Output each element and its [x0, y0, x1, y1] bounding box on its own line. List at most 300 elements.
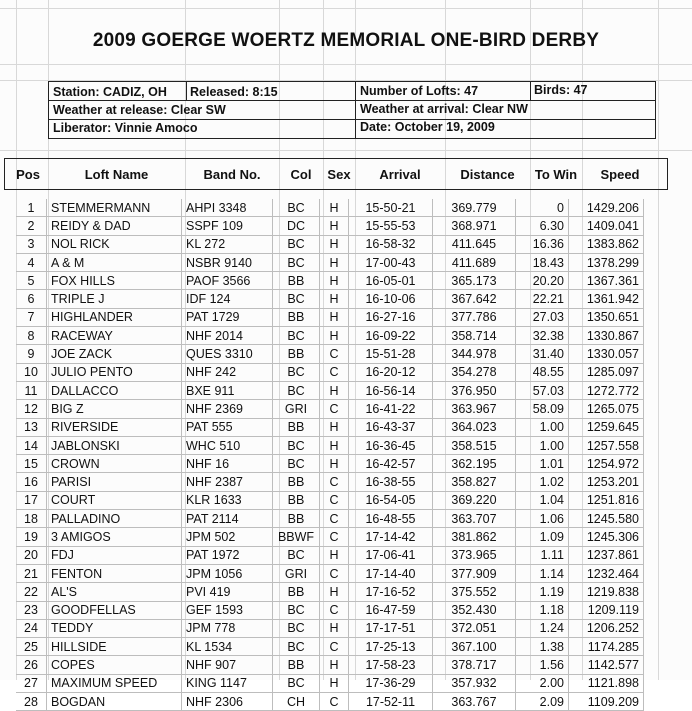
arrival-cell: 16-09-22: [349, 327, 433, 345]
table-row: [16, 693, 644, 711]
to-win-cell: 20.20: [516, 272, 569, 290]
grid-line: [658, 0, 659, 680]
loft-name-cell: 3 AMIGOS: [47, 528, 182, 546]
arrival-cell: 17-00-43: [349, 253, 433, 271]
speed-cell: 1378.299: [569, 253, 644, 271]
loft-name-cell: FENTON: [47, 564, 182, 582]
pos-cell: 8: [16, 327, 47, 345]
loft-name-cell: FOX HILLS: [47, 272, 182, 290]
loft-name-cell: JABLONSKI: [47, 436, 182, 454]
pos-cell: 20: [16, 546, 47, 564]
col-cell: BC: [273, 253, 320, 271]
table-row: [16, 381, 644, 399]
col-cell: BB: [273, 345, 320, 363]
loft-name-cell: PARISI: [47, 473, 182, 491]
pos-cell: 12: [16, 400, 47, 418]
arrival-cell: 15-55-53: [349, 217, 433, 235]
to-win-cell: 1.18: [516, 601, 569, 619]
loft-name-cell: HIGHLANDER: [47, 308, 182, 326]
table-row: [16, 400, 644, 418]
distance-cell: 369.220: [433, 491, 516, 509]
loft-name-cell: TRIPLE J: [47, 290, 182, 308]
col-cell: CH: [273, 693, 320, 711]
to-win-cell: 1.00: [516, 418, 569, 436]
grid-line: [0, 150, 692, 151]
sex-cell: H: [320, 619, 349, 637]
col-cell: BC: [273, 601, 320, 619]
to-win-cell: 2.00: [516, 674, 569, 692]
sex-cell: H: [320, 583, 349, 601]
lofts-label: Number of Lofts: 47: [360, 84, 479, 98]
col-cell: BC: [273, 327, 320, 345]
arrival-cell: 16-43-37: [349, 418, 433, 436]
distance-cell: 381.862: [433, 528, 516, 546]
arrival-cell: 17-06-41: [349, 546, 433, 564]
band-no-cell: PVI 419: [182, 583, 273, 601]
loft-name-cell: RIVERSIDE: [47, 418, 182, 436]
col-cell: BB: [273, 656, 320, 674]
col-cell: BB: [273, 418, 320, 436]
arrival-cell: 17-17-51: [349, 619, 433, 637]
sex-cell: C: [320, 491, 349, 509]
pos-cell: 1: [16, 199, 47, 217]
col-cell: BB: [273, 272, 320, 290]
loft-name-cell: STEMMERMANN: [47, 199, 182, 217]
distance-cell: 375.552: [433, 583, 516, 601]
speed-cell: 1257.558: [569, 436, 644, 454]
pos-cell: 24: [16, 619, 47, 637]
sex-cell: C: [320, 601, 349, 619]
table-row: [16, 436, 644, 454]
distance-cell: 377.786: [433, 308, 516, 326]
pos-cell: 10: [16, 363, 47, 381]
arrival-cell: 17-14-40: [349, 564, 433, 582]
divider: [355, 81, 356, 139]
distance-cell: 369.779: [433, 199, 516, 217]
header-loft-name: Loft Name: [84, 167, 149, 182]
grid-line: [0, 64, 692, 65]
arrival-cell: 17-52-11: [349, 693, 433, 711]
speed-cell: 1142.577: [569, 656, 644, 674]
loft-name-cell: DALLACCO: [47, 381, 182, 399]
arrival-cell: 16-41-22: [349, 400, 433, 418]
pos-cell: 13: [16, 418, 47, 436]
header-pos: Pos: [16, 167, 40, 182]
sex-cell: H: [320, 656, 349, 674]
pos-cell: 17: [16, 491, 47, 509]
to-win-cell: 22.21: [516, 290, 569, 308]
sex-cell: H: [320, 674, 349, 692]
table-row: [16, 235, 644, 253]
divider: [48, 119, 656, 120]
distance-cell: 373.965: [433, 546, 516, 564]
speed-cell: 1383.862: [569, 235, 644, 253]
to-win-cell: 2.09: [516, 693, 569, 711]
band-no-cell: NSBR 9140: [182, 253, 273, 271]
distance-cell: 364.023: [433, 418, 516, 436]
col-cell: BC: [273, 546, 320, 564]
pos-cell: 3: [16, 235, 47, 253]
divider: [186, 81, 187, 100]
band-no-cell: NHF 2014: [182, 327, 273, 345]
table-row: [16, 656, 644, 674]
to-win-cell: 1.19: [516, 583, 569, 601]
table-row: [16, 327, 644, 345]
header-speed: Speed: [600, 167, 640, 182]
speed-cell: 1265.075: [569, 400, 644, 418]
pos-cell: 28: [16, 693, 47, 711]
col-cell: BC: [273, 381, 320, 399]
speed-cell: 1245.580: [569, 510, 644, 528]
table-row: [16, 601, 644, 619]
weather-release-label: Weather at release: Clear SW: [53, 103, 226, 117]
to-win-cell: 1.38: [516, 638, 569, 656]
col-cell: BC: [273, 619, 320, 637]
sex-cell: C: [320, 510, 349, 528]
band-no-cell: PAT 2114: [182, 510, 273, 528]
header-to-win: To Win: [534, 167, 578, 182]
pos-cell: 2: [16, 217, 47, 235]
loft-name-cell: HILLSIDE: [47, 638, 182, 656]
pos-cell: 26: [16, 656, 47, 674]
speed-cell: 1259.645: [569, 418, 644, 436]
table-row: [16, 418, 644, 436]
distance-cell: 363.967: [433, 400, 516, 418]
table-row: [16, 308, 644, 326]
band-no-cell: NHF 242: [182, 363, 273, 381]
arrival-cell: 17-58-23: [349, 656, 433, 674]
sex-cell: H: [320, 199, 349, 217]
arrival-cell: 16-05-01: [349, 272, 433, 290]
col-cell: BB: [273, 308, 320, 326]
loft-name-cell: TEDDY: [47, 619, 182, 637]
pos-cell: 15: [16, 455, 47, 473]
to-win-cell: 1.14: [516, 564, 569, 582]
divider: [48, 100, 656, 101]
sex-cell: H: [320, 290, 349, 308]
band-no-cell: JPM 778: [182, 619, 273, 637]
speed-cell: 1253.201: [569, 473, 644, 491]
table-row: [16, 546, 644, 564]
to-win-cell: 1.01: [516, 455, 569, 473]
distance-cell: 362.195: [433, 455, 516, 473]
speed-cell: 1350.651: [569, 308, 644, 326]
pos-cell: 9: [16, 345, 47, 363]
distance-cell: 358.827: [433, 473, 516, 491]
pos-cell: 19: [16, 528, 47, 546]
sex-cell: H: [320, 253, 349, 271]
distance-cell: 367.100: [433, 638, 516, 656]
arrival-cell: 16-38-55: [349, 473, 433, 491]
arrival-cell: 16-36-45: [349, 436, 433, 454]
band-no-cell: JPM 1056: [182, 564, 273, 582]
to-win-cell: 58.09: [516, 400, 569, 418]
pos-cell: 27: [16, 674, 47, 692]
header-sex: Sex: [327, 167, 351, 182]
arrival-cell: 16-58-32: [349, 235, 433, 253]
arrival-cell: 15-51-28: [349, 345, 433, 363]
table-row: [16, 272, 644, 290]
distance-cell: 363.707: [433, 510, 516, 528]
col-cell: BC: [273, 363, 320, 381]
birds-label: Birds: 47: [534, 83, 588, 97]
distance-cell: 358.714: [433, 327, 516, 345]
to-win-cell: 31.40: [516, 345, 569, 363]
pos-cell: 18: [16, 510, 47, 528]
date-label: Date: October 19, 2009: [360, 120, 495, 134]
distance-cell: 376.950: [433, 381, 516, 399]
to-win-cell: 18.43: [516, 253, 569, 271]
to-win-cell: 48.55: [516, 363, 569, 381]
loft-name-cell: PALLADINO: [47, 510, 182, 528]
speed-cell: 1245.306: [569, 528, 644, 546]
distance-cell: 378.717: [433, 656, 516, 674]
table-row: [16, 473, 644, 491]
col-cell: BBWF: [273, 528, 320, 546]
loft-name-cell: COPES: [47, 656, 182, 674]
table-row: [16, 455, 644, 473]
distance-cell: 372.051: [433, 619, 516, 637]
loft-name-cell: GOODFELLAS: [47, 601, 182, 619]
to-win-cell: 1.04: [516, 491, 569, 509]
speed-cell: 1429.206: [569, 199, 644, 217]
col-cell: BC: [273, 638, 320, 656]
to-win-cell: 16.36: [516, 235, 569, 253]
sex-cell: C: [320, 363, 349, 381]
speed-cell: 1109.209: [569, 693, 644, 711]
speed-cell: 1232.464: [569, 564, 644, 582]
loft-name-cell: BOGDAN: [47, 693, 182, 711]
distance-cell: 411.645: [433, 235, 516, 253]
col-cell: GRI: [273, 400, 320, 418]
pos-cell: 11: [16, 381, 47, 399]
loft-name-cell: BIG Z: [47, 400, 182, 418]
distance-cell: 352.430: [433, 601, 516, 619]
distance-cell: 354.278: [433, 363, 516, 381]
band-no-cell: NHF 2369: [182, 400, 273, 418]
header-distance: Distance: [460, 167, 515, 182]
distance-cell: 344.978: [433, 345, 516, 363]
pos-cell: 16: [16, 473, 47, 491]
sex-cell: C: [320, 564, 349, 582]
sex-cell: C: [320, 345, 349, 363]
speed-cell: 1367.361: [569, 272, 644, 290]
speed-cell: 1237.861: [569, 546, 644, 564]
header-band-no: Band No.: [203, 167, 261, 182]
loft-name-cell: CROWN: [47, 455, 182, 473]
station-label: Station: CADIZ, OH: [53, 85, 167, 99]
table-row: [16, 345, 644, 363]
speed-cell: 1206.252: [569, 619, 644, 637]
arrival-cell: 17-25-13: [349, 638, 433, 656]
header-arrival: Arrival: [379, 167, 421, 182]
speed-cell: 1330.867: [569, 327, 644, 345]
loft-name-cell: FDJ: [47, 546, 182, 564]
arrival-cell: 16-42-57: [349, 455, 433, 473]
col-cell: BC: [273, 290, 320, 308]
band-no-cell: NHF 907: [182, 656, 273, 674]
header-col: Col: [290, 167, 312, 182]
distance-cell: 367.642: [433, 290, 516, 308]
arrival-cell: 15-50-21: [349, 199, 433, 217]
loft-name-cell: REIDY & DAD: [47, 217, 182, 235]
results-table: [16, 199, 644, 711]
speed-cell: 1254.972: [569, 455, 644, 473]
col-cell: BB: [273, 510, 320, 528]
results-body: [16, 199, 644, 711]
col-cell: BC: [273, 455, 320, 473]
band-no-cell: AHPI 3348: [182, 199, 273, 217]
pos-cell: 5: [16, 272, 47, 290]
pos-cell: 6: [16, 290, 47, 308]
speed-cell: 1285.097: [569, 363, 644, 381]
speed-cell: 1251.816: [569, 491, 644, 509]
sex-cell: C: [320, 528, 349, 546]
sex-cell: H: [320, 308, 349, 326]
sex-cell: C: [320, 473, 349, 491]
page-title: 2009 GOERGE WOERTZ MEMORIAL ONE-BIRD DERBY: [92, 30, 600, 51]
arrival-cell: 17-14-42: [349, 528, 433, 546]
band-no-cell: NHF 2306: [182, 693, 273, 711]
to-win-cell: 1.09: [516, 528, 569, 546]
sex-cell: C: [320, 693, 349, 711]
band-no-cell: PAOF 3566: [182, 272, 273, 290]
sex-cell: H: [320, 217, 349, 235]
band-no-cell: KL 1534: [182, 638, 273, 656]
band-no-cell: GEF 1593: [182, 601, 273, 619]
to-win-cell: 32.38: [516, 327, 569, 345]
arrival-cell: 17-36-29: [349, 674, 433, 692]
sex-cell: H: [320, 546, 349, 564]
arrival-cell: 16-48-55: [349, 510, 433, 528]
speed-cell: 1121.898: [569, 674, 644, 692]
speed-cell: 1330.057: [569, 345, 644, 363]
distance-cell: 358.515: [433, 436, 516, 454]
divider: [530, 81, 531, 100]
sex-cell: H: [320, 272, 349, 290]
pos-cell: 22: [16, 583, 47, 601]
to-win-cell: 1.02: [516, 473, 569, 491]
band-no-cell: QUES 3310: [182, 345, 273, 363]
sex-cell: H: [320, 327, 349, 345]
pos-cell: 4: [16, 253, 47, 271]
distance-cell: 377.909: [433, 564, 516, 582]
distance-cell: 365.173: [433, 272, 516, 290]
band-no-cell: KLR 1633: [182, 491, 273, 509]
to-win-cell: 6.30: [516, 217, 569, 235]
to-win-cell: 1.56: [516, 656, 569, 674]
band-no-cell: BXE 911: [182, 381, 273, 399]
col-cell: BB: [273, 491, 320, 509]
band-no-cell: WHC 510: [182, 436, 273, 454]
weather-arrival-label: Weather at arrival: Clear NW: [360, 102, 528, 116]
col-cell: BC: [273, 436, 320, 454]
to-win-cell: 57.03: [516, 381, 569, 399]
to-win-cell: 1.24: [516, 619, 569, 637]
loft-name-cell: A & M: [47, 253, 182, 271]
loft-name-cell: MAXIMUM SPEED: [47, 674, 182, 692]
col-cell: BB: [273, 583, 320, 601]
released-label: Released: 8:15: [190, 85, 278, 99]
table-row: [16, 290, 644, 308]
col-cell: BC: [273, 674, 320, 692]
arrival-cell: 16-54-05: [349, 491, 433, 509]
band-no-cell: PAT 555: [182, 418, 273, 436]
band-no-cell: SSPF 109: [182, 217, 273, 235]
sex-cell: H: [320, 381, 349, 399]
arrival-cell: 16-47-59: [349, 601, 433, 619]
to-win-cell: 1.00: [516, 436, 569, 454]
table-row: [16, 253, 644, 271]
table-row: [16, 363, 644, 381]
grid-line: [0, 8, 692, 9]
pos-cell: 14: [16, 436, 47, 454]
distance-cell: 363.767: [433, 693, 516, 711]
col-cell: BC: [273, 235, 320, 253]
to-win-cell: 1.11: [516, 546, 569, 564]
band-no-cell: KL 272: [182, 235, 273, 253]
loft-name-cell: JULIO PENTO: [47, 363, 182, 381]
pos-cell: 23: [16, 601, 47, 619]
distance-cell: 357.932: [433, 674, 516, 692]
arrival-cell: 16-20-12: [349, 363, 433, 381]
loft-name-cell: COURT: [47, 491, 182, 509]
band-no-cell: IDF 124: [182, 290, 273, 308]
table-row: [16, 619, 644, 637]
col-cell: BB: [273, 473, 320, 491]
table-row: [16, 491, 644, 509]
arrival-cell: 17-16-52: [349, 583, 433, 601]
to-win-cell: 27.03: [516, 308, 569, 326]
band-no-cell: NHF 2387: [182, 473, 273, 491]
band-no-cell: JPM 502: [182, 528, 273, 546]
table-row: [16, 217, 644, 235]
band-no-cell: PAT 1729: [182, 308, 273, 326]
sex-cell: C: [320, 638, 349, 656]
arrival-cell: 16-10-06: [349, 290, 433, 308]
arrival-cell: 16-56-14: [349, 381, 433, 399]
table-row: [16, 674, 644, 692]
loft-name-cell: AL'S: [47, 583, 182, 601]
loft-name-cell: RACEWAY: [47, 327, 182, 345]
speed-cell: 1272.772: [569, 381, 644, 399]
col-cell: GRI: [273, 564, 320, 582]
col-cell: BC: [273, 199, 320, 217]
speed-cell: 1361.942: [569, 290, 644, 308]
sex-cell: H: [320, 418, 349, 436]
col-cell: DC: [273, 217, 320, 235]
band-no-cell: PAT 1972: [182, 546, 273, 564]
speed-cell: 1219.838: [569, 583, 644, 601]
table-row: [16, 638, 644, 656]
loft-name-cell: NOL RICK: [47, 235, 182, 253]
table-row: [16, 199, 644, 217]
distance-cell: 411.689: [433, 253, 516, 271]
table-row: [16, 583, 644, 601]
pos-cell: 25: [16, 638, 47, 656]
band-no-cell: KING 1147: [182, 674, 273, 692]
table-row: [16, 564, 644, 582]
arrival-cell: 16-27-16: [349, 308, 433, 326]
speed-cell: 1174.285: [569, 638, 644, 656]
distance-cell: 368.971: [433, 217, 516, 235]
table-row: [16, 510, 644, 528]
sex-cell: C: [320, 400, 349, 418]
pos-cell: 21: [16, 564, 47, 582]
table-row: [16, 528, 644, 546]
sex-cell: H: [320, 235, 349, 253]
pos-cell: 7: [16, 308, 47, 326]
